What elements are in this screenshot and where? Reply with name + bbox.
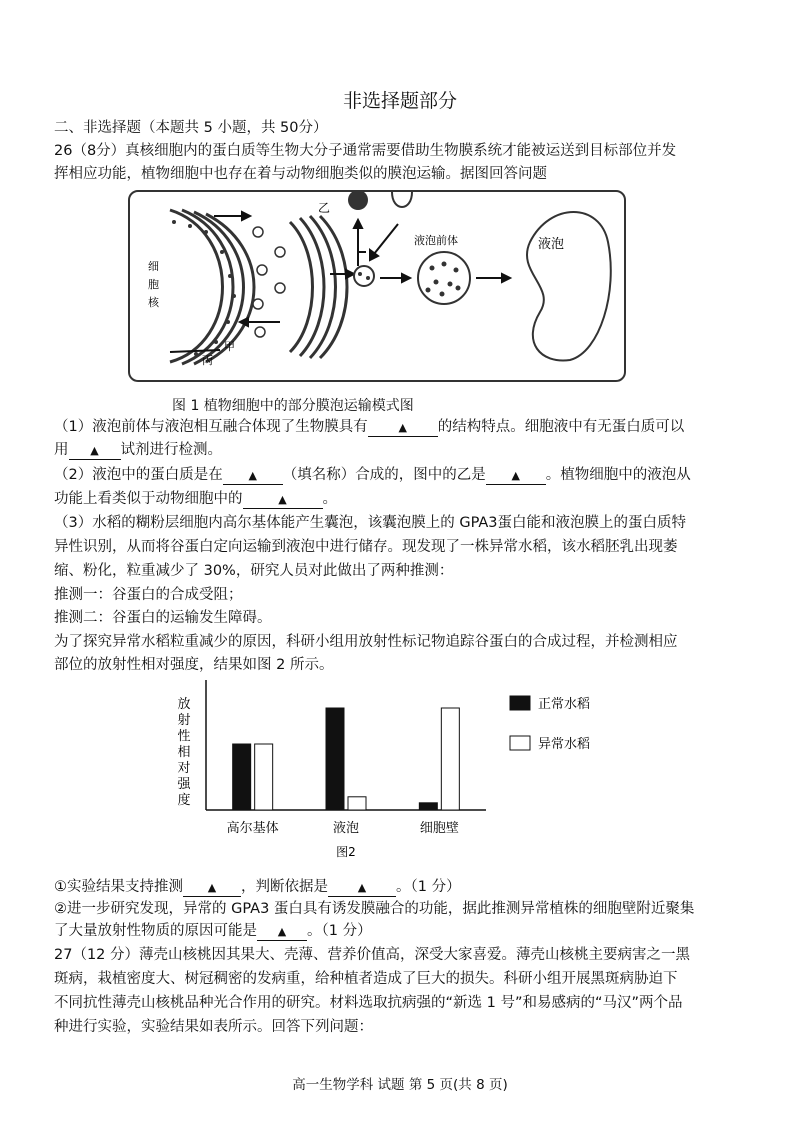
- q27-line4: 种进行实验，实验结果如表所示。回答下列问题：: [54, 1019, 373, 1035]
- text: ，判断依据是: [241, 879, 328, 895]
- q26-part3-line4: 为了探究异常水稻粒重减少的原因，科研小组用放射性标记物追踪谷蛋白的合成过程，并检测相应: [54, 634, 678, 650]
- text: 。: [322, 491, 337, 507]
- golgi-apparatus-shape: [290, 216, 347, 358]
- chart-title: 图2: [336, 845, 356, 859]
- y-axis-label-char: 性: [177, 729, 191, 744]
- answer-blank[interactable]: ▲: [243, 491, 323, 509]
- legend-swatch: [510, 736, 530, 750]
- label-nucleus-2: 胞: [148, 278, 159, 291]
- x-tick-label: 液泡: [332, 821, 360, 836]
- q26-part3-line3: 缩、粉化，粒重减少了 30%，研究人员对此做出了两种推测：: [54, 563, 454, 579]
- answer-blank[interactable]: ▲: [223, 467, 283, 485]
- bar-异常水稻-液泡: [348, 797, 366, 810]
- label-jia: 甲: [224, 340, 235, 353]
- guess-one: 推测一：谷蛋白的合成受阻；: [54, 587, 243, 603]
- bar-正常水稻-细胞壁: [419, 803, 437, 810]
- page-footer: 高一生物学科 试题 第 5 页(共 8 页): [292, 1077, 508, 1093]
- x-tick-label: 高尔基体: [226, 821, 279, 836]
- q26-part1-line2: [54, 439, 754, 462]
- label-bing: 丙: [202, 354, 213, 367]
- q26-part3-line5: 部位的放射性相对强度，结果如图 2 所示。: [54, 657, 334, 673]
- text: 试剂进行检测。: [120, 442, 222, 458]
- chart-svg: [170, 680, 670, 870]
- vacuole-precursor-shape: [418, 252, 470, 304]
- secretory-vesicle: [348, 192, 368, 210]
- text: 用: [54, 442, 69, 458]
- answer-blank[interactable]: ▲: [368, 419, 438, 437]
- q26-part1-line1: [54, 416, 754, 439]
- y-axis-label-char: 射: [177, 713, 191, 728]
- legend-label: 异常水稻: [538, 737, 591, 752]
- text: （2）液泡中的蛋白质是在: [54, 467, 223, 483]
- text: 功能上看类似于动物细胞中的: [54, 491, 243, 507]
- y-axis-label-char: 相: [177, 745, 191, 760]
- text: ①实验结果支持推测: [54, 879, 183, 895]
- answer-blank[interactable]: ▲: [183, 879, 241, 897]
- text: （1）液泡前体与液泡相互融合体现了生物膜具有: [54, 419, 368, 435]
- q27-line3: 不同抗性薄壳山核桃品种光合作用的研究。材料选取抗病强的“新选 1 号”和易感病的“马汉”两个品: [54, 995, 683, 1011]
- q27-line1: 27（12 分）薄壳山核桃因其果大、壳薄、营养价值高，深受大家喜爱。薄壳山核桃主要病害之一黑: [54, 947, 691, 963]
- q26-part2-line2: [54, 488, 754, 511]
- answer-blank[interactable]: ▲: [257, 923, 307, 941]
- text: （填名称）合成的，图中的乙是: [282, 467, 486, 483]
- figure1-caption: 图 1 植物细胞中的部分膜泡运输模式图: [172, 398, 414, 414]
- label-vacuole: 液泡: [538, 237, 565, 252]
- vacuole-shape: [527, 212, 611, 360]
- guess-two: 推测二：谷蛋白的运输发生障碍。: [54, 610, 272, 626]
- y-axis-label-char: 放: [177, 697, 191, 712]
- q26-part2-line1: [54, 464, 754, 487]
- y-axis-label-char: 度: [177, 793, 191, 808]
- q26-intro-line2: 挥相应功能，植物细胞中也存在着与动物细胞类似的膜泡运输。据图回答问题: [54, 166, 547, 182]
- bar-正常水稻-液泡: [326, 708, 344, 810]
- section-title: 非选择题部分: [342, 90, 457, 112]
- figure1-drawing: [130, 192, 624, 380]
- q26-sub1: [54, 876, 754, 899]
- answer-blank[interactable]: ▲: [486, 467, 546, 485]
- q26-intro-line1: 26（8分）真核细胞内的蛋白质等生物大分子通常需要借助生物膜系统才能被运送到目标部位并发: [54, 143, 677, 159]
- y-axis-label-char: 强: [177, 777, 191, 792]
- x-tick-label: 细胞壁: [419, 821, 459, 836]
- text: 。（1 分）: [396, 879, 461, 895]
- label-nucleus-1: 细: [148, 260, 159, 273]
- q26-part3-line2: 异性识别，从而将谷蛋白定向运输到液泡中进行储存。现发现了一株异常水稻，该水稻胚乳出现萎: [54, 539, 678, 555]
- part-heading: 二、非选择题（本题共 5 小题，共 50分）: [54, 120, 328, 136]
- q26-sub2-line1: ②进一步研究发现，异常的 GPA3 蛋白具有诱发膜融合的功能，据此推测异常植株的细胞壁附近聚集: [54, 901, 695, 917]
- endoplasmic-reticulum-shape: [170, 210, 254, 364]
- text: 的结构特点。细胞液中有无蛋白质可以: [437, 419, 685, 435]
- figure2-bar-chart: [170, 680, 670, 870]
- q26-part3-line1: （3）水稻的糊粉层细胞内高尔基体能产生囊泡，该囊泡膜上的 GPA3蛋白能和液泡膜上的蛋白质特: [54, 515, 687, 531]
- answer-blank[interactable]: ▲: [328, 879, 396, 897]
- bar-正常水稻-高尔基体: [233, 744, 251, 810]
- bar-异常水稻-高尔基体: [255, 744, 273, 810]
- q26-sub2-line2: [54, 920, 754, 943]
- label-vacuole-precursor: 液泡前体: [414, 234, 458, 247]
- answer-blank[interactable]: ▲: [69, 442, 121, 460]
- transport-vesicles: [253, 227, 285, 337]
- legend-label: 正常水稻: [538, 697, 591, 712]
- label-nucleus-3: 核: [148, 296, 159, 309]
- figure1-vesicle-transport-diagram: [128, 190, 626, 382]
- legend-swatch: [510, 696, 530, 710]
- label-yi: 乙: [318, 201, 331, 215]
- text: 了大量放射性物质的原因可能是: [54, 923, 257, 939]
- bar-异常水稻-细胞壁: [441, 708, 459, 810]
- y-axis-label-char: 对: [177, 761, 191, 776]
- q27-line2: 斑病，栽植密度大、树冠稠密的发病重，给种植者造成了巨大的损失。科研小组开展黑斑病胁迫下: [54, 971, 678, 987]
- text: 。（1 分）: [307, 923, 372, 939]
- small-vesicle: [354, 266, 374, 286]
- plasma-membrane-pit: [392, 192, 412, 207]
- text: 。植物细胞中的液泡从: [545, 467, 691, 483]
